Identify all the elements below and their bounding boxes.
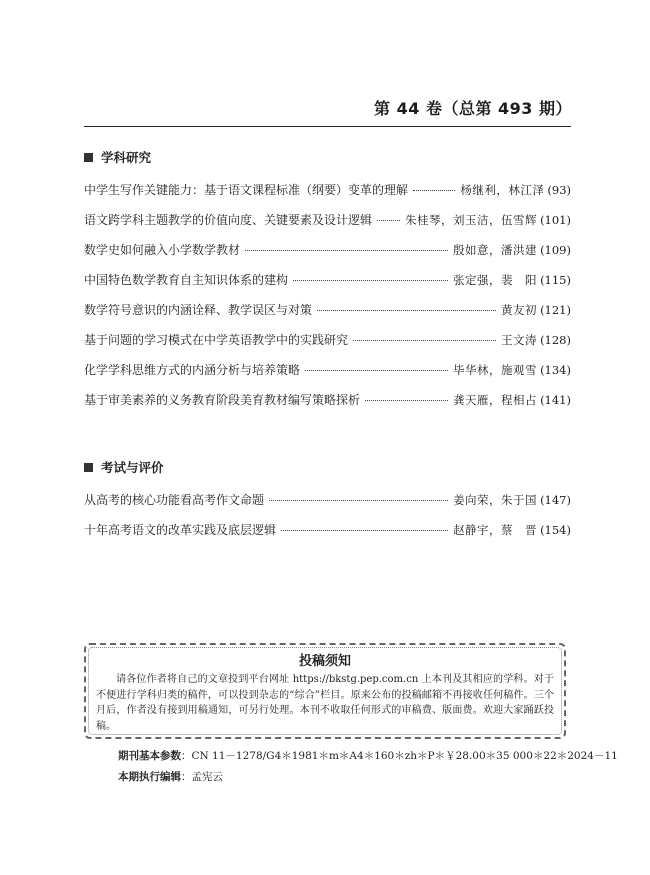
section-title: 学科研究 [101,150,152,165]
leader-dots [353,340,496,341]
notice-body: 请各位作者将自己的文章投到平台网址 https://bkstg.pep.com.cn 上本刊及其相应的学科。对于不便进行学科归类的稿件，可以投到杂志的“综合”栏目。原来公布的投稿邮箱不再接收任何稿件。三个月后，作者没有接到用稿通知，可另行处理。本刊不收取任何形式的审稿费、版面费。欢迎大家踊跃投稿。 [96,674,554,732]
leader-dots [317,310,496,311]
article-authors: 黄友初 [501,303,538,317]
article-title: 中国特色数学教育自主知识体系的建构 [84,273,289,287]
editor-label: 本期执行编辑 [118,771,181,783]
parameters-label: 期刊基本参数 [118,750,181,762]
parameters-value: ：CN 11－1278/G4＊1981＊m＊A4＊160＊zh＊P＊￥28.00＊35 000＊22＊2024－11 [181,750,618,762]
leader-dots [269,500,448,501]
article-page: (121) [540,303,571,317]
section-title: 考试与评价 [101,460,164,475]
article-title: 十年高考语文的改革实践及底层逻辑 [84,523,277,537]
article-authors: 姜向荣，朱于国 [453,493,538,507]
leader-dots [365,400,448,401]
leader-dots [305,370,448,371]
toc-entry[interactable] [84,211,571,241]
leader-dots [377,220,400,221]
toc-entry[interactable] [84,391,571,421]
article-title: 中学生写作关键能力：基于语文课程标准（纲要）变革的理解 [84,183,409,197]
article-page: (115) [540,273,571,287]
toc-entry[interactable] [84,491,571,521]
toc-entry[interactable] [84,241,571,271]
article-page: (128) [540,333,571,347]
volume-issue: 第 44 卷（总第 493 期） [374,99,572,118]
header-rule [84,126,571,127]
section-subject-research [84,147,571,421]
leader-dots [281,530,448,531]
section-header [84,457,571,477]
toc-entry[interactable] [84,301,571,331]
square-bullet-icon [84,153,93,162]
article-page: (134) [540,363,571,377]
article-title: 数学符号意识的内涵诠释、教学误区与对策 [84,303,313,317]
article-title: 基于审美素养的义务教育阶段美育教材编写策略探析 [84,393,361,407]
article-page: (141) [540,393,571,407]
article-authors: 殷如意，潘洪建 [453,243,538,257]
article-page: (101) [540,213,571,227]
toc-entry[interactable] [84,361,571,391]
journal-parameters [118,748,618,763]
executive-editor [118,769,223,784]
leader-dots [413,190,455,191]
article-authors: 王文涛 [501,333,538,347]
section-exam-evaluation [84,457,571,551]
article-title: 化学学科思维方式的内涵分析与培养策略 [84,363,301,377]
article-authors: 杨继利，林江泽 [460,183,545,197]
toc-entry[interactable] [84,521,571,551]
article-page: (147) [540,493,571,507]
article-authors: 毕华林，施观雪 [453,363,538,377]
submission-notice [84,643,566,739]
article-page: (154) [540,523,571,537]
toc-entry[interactable] [84,271,571,301]
article-title: 数学史如何融入小学数学教材 [84,243,241,257]
editor-value: ：孟宪云 [181,771,223,783]
toc-entry[interactable] [84,181,571,211]
article-authors: 龚天雁，程相占 [453,393,538,407]
notice-title: 投稿须知 [298,654,351,669]
leader-dots [293,280,448,281]
leader-dots [245,250,448,251]
square-bullet-icon [84,463,93,472]
toc-entry[interactable] [84,331,571,361]
article-title: 语文跨学科主题教学的价值向度、关键要素及设计逻辑 [84,213,373,227]
article-authors: 张定强，裴 阳 [453,273,538,287]
article-title: 基于问题的学习模式在中学英语教学中的实践研究 [84,333,349,347]
article-title: 从高考的核心功能看高考作文命题 [84,493,265,507]
article-authors: 朱桂琴，刘玉洁，伍雪辉 [405,213,538,227]
article-page: (109) [540,243,571,257]
section-header [84,147,571,167]
article-page: (93) [547,183,571,197]
article-authors: 赵静宇，蔡 晋 [453,523,538,537]
